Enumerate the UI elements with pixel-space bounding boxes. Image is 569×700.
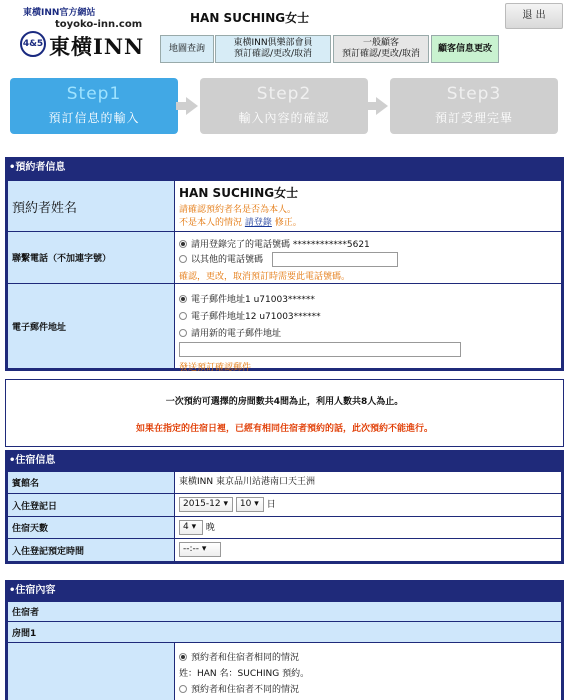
nights-select[interactable] bbox=[179, 520, 203, 535]
phone-registered-radio[interactable] bbox=[179, 240, 187, 248]
checkin-cell bbox=[175, 494, 561, 516]
nav-club-line1: 東横INN俱樂部會員 bbox=[233, 38, 313, 48]
booker-email-cell bbox=[175, 284, 561, 373]
step-1-label: 預訂信息的輸入 bbox=[48, 111, 140, 125]
booker-name-note2-suffix: 修正。 bbox=[274, 218, 302, 228]
step-1 bbox=[10, 78, 178, 134]
chevron-down-icon: ▾ bbox=[201, 544, 207, 554]
logo-text[interactable]: 東横INN bbox=[49, 34, 145, 59]
arrow-right-icon bbox=[376, 97, 388, 115]
room1-guest-cell bbox=[175, 643, 561, 700]
step-3-label: 預訂受理完畢 bbox=[434, 111, 513, 125]
arrow-right-icon bbox=[186, 97, 198, 115]
checkin-time-cell bbox=[175, 539, 561, 561]
booker-name-value: HAN SUCHING女士 bbox=[179, 186, 299, 200]
booker-panel bbox=[5, 157, 564, 371]
nav-general-customer[interactable] bbox=[333, 35, 429, 63]
step-3-number: Step3 bbox=[446, 84, 502, 104]
content-panel bbox=[5, 580, 564, 700]
nav-club-member[interactable] bbox=[215, 35, 331, 63]
step-2 bbox=[200, 78, 368, 134]
checkin-time-row bbox=[8, 539, 561, 561]
nights-value: 4 bbox=[183, 522, 189, 532]
phone-other-label: 以其他的電話號碼 bbox=[191, 255, 264, 265]
phone-registered-label: 請用登錄完了的電話號碼 ************5621 bbox=[191, 240, 370, 250]
checkin-day-value: 10 bbox=[239, 499, 252, 509]
checkin-month-value: 2015-12 bbox=[183, 499, 221, 509]
booking-notice bbox=[5, 379, 564, 447]
stay-panel bbox=[5, 450, 564, 564]
booker-section-title: •預約者信息 bbox=[9, 162, 66, 173]
site-domain: toyoko-inn.com bbox=[55, 19, 143, 30]
email-2-label: 電子郵件地址12 u71003****** bbox=[191, 312, 321, 322]
nights-row bbox=[8, 517, 561, 538]
nav-customer-change-label: 顧客信息更改 bbox=[437, 43, 492, 54]
phone-other-input[interactable] bbox=[272, 252, 398, 267]
booker-name-note1: 請確認預約者名是否為本人。 bbox=[179, 205, 297, 215]
booker-name-cell bbox=[175, 181, 561, 231]
email-note: 發送預訂確認郵件 bbox=[179, 363, 252, 373]
user-name: HAN SUCHING女士 bbox=[190, 11, 310, 25]
booker-phone-cell bbox=[175, 232, 561, 283]
step-1-number: Step1 bbox=[66, 84, 122, 104]
email-2-radio[interactable] bbox=[179, 312, 187, 320]
register-link[interactable]: 請登錄 bbox=[244, 218, 272, 228]
email-1-label: 電子郵件地址1 u71003****** bbox=[191, 295, 315, 305]
content-section-title: •住宿內容 bbox=[9, 585, 56, 596]
checkin-row bbox=[8, 494, 561, 516]
progress-steps bbox=[0, 70, 569, 148]
guest-diff-radio[interactable] bbox=[179, 685, 187, 693]
booker-name-row bbox=[8, 181, 561, 231]
guest-diff-label: 預約者和住宿者不同的情況 bbox=[191, 685, 300, 695]
checkin-day-unit: 日 bbox=[266, 500, 276, 510]
phone-note: 確認，更改，取消預訂時需要此電話號碼。 bbox=[179, 272, 351, 282]
nights-cell bbox=[175, 517, 561, 538]
nav-map-search-label: 地圖查詢 bbox=[168, 43, 205, 54]
hotel-label: 賓館名 bbox=[8, 472, 174, 493]
logo-icon[interactable]: 4&5 bbox=[20, 31, 46, 57]
chevron-down-icon: ▾ bbox=[254, 499, 259, 509]
booker-email-label: 電子郵件地址 bbox=[8, 284, 174, 368]
checkin-month-select[interactable] bbox=[179, 497, 233, 512]
email-new-radio[interactable] bbox=[179, 329, 187, 337]
booker-name-label: 預約者姓名 bbox=[8, 181, 174, 231]
logout-button[interactable]: 退 出 bbox=[505, 3, 563, 29]
guest-same-name: 姓：HAN 名：SUCHING 預約。 bbox=[179, 669, 310, 679]
hotel-value: 東横INN 東京品川站港南口天王洲 bbox=[175, 472, 561, 493]
email-new-label: 請用新的電子郵件地址 bbox=[191, 329, 282, 339]
nav-customer-change[interactable] bbox=[431, 35, 499, 63]
email-1-radio[interactable] bbox=[179, 295, 187, 303]
checkin-day-select[interactable] bbox=[236, 497, 264, 512]
notice-line2: 如果在指定的住宿日裡，已經有相同住宿者預約的話，此次預約不能進行。 bbox=[135, 424, 433, 434]
checkin-time-select[interactable] bbox=[179, 542, 221, 557]
guest-same-label: 預約者和住宿者相同的情況 bbox=[191, 653, 300, 663]
checkin-time-value: --:-- bbox=[183, 544, 200, 554]
checkin-label: 入住登記日 bbox=[8, 494, 174, 516]
nav-general-line2: 預訂確認/更改/取消 bbox=[341, 49, 421, 59]
nav-general-line1: 一般顧客 bbox=[362, 38, 399, 48]
room1-guest-label-cell bbox=[8, 643, 174, 700]
email-new-input[interactable] bbox=[179, 342, 461, 357]
official-site-label: 東横INN官方網站 bbox=[23, 8, 96, 18]
step-3 bbox=[390, 78, 558, 134]
phone-other-radio[interactable] bbox=[179, 255, 187, 263]
guest-label: 住宿者 bbox=[8, 602, 561, 621]
checkin-time-label: 入住登記預定時間 bbox=[8, 539, 174, 561]
step-2-label: 輸入內容的確認 bbox=[238, 111, 330, 125]
booker-name-note2-prefix: 不是本人的情況 bbox=[179, 218, 243, 228]
booker-email-row bbox=[8, 284, 561, 373]
site-header bbox=[0, 0, 569, 70]
room1-guest-row bbox=[8, 643, 561, 700]
nav-map-search[interactable] bbox=[160, 35, 214, 63]
booker-phone-row bbox=[8, 232, 561, 283]
stay-section-title: •住宿信息 bbox=[9, 455, 56, 466]
hotel-row bbox=[8, 472, 561, 493]
nights-unit: 晚 bbox=[205, 523, 215, 533]
notice-line1: 一次預約可選擇的房間數共4間為止，利用人數共8人為止。 bbox=[165, 397, 404, 407]
booker-phone-label: 聯繫電話（不加連字號） bbox=[8, 232, 174, 283]
chevron-down-icon: ▾ bbox=[191, 522, 197, 532]
nav-club-line2: 預訂確認/更改/取消 bbox=[233, 49, 313, 59]
step-2-number: Step2 bbox=[256, 84, 312, 104]
guest-row bbox=[8, 602, 561, 621]
room1-label: 房間1 bbox=[8, 622, 561, 642]
chevron-down-icon: ▾ bbox=[223, 499, 229, 509]
room1-row bbox=[8, 622, 561, 642]
guest-same-radio[interactable] bbox=[179, 653, 187, 661]
nights-label: 住宿天數 bbox=[8, 517, 174, 538]
